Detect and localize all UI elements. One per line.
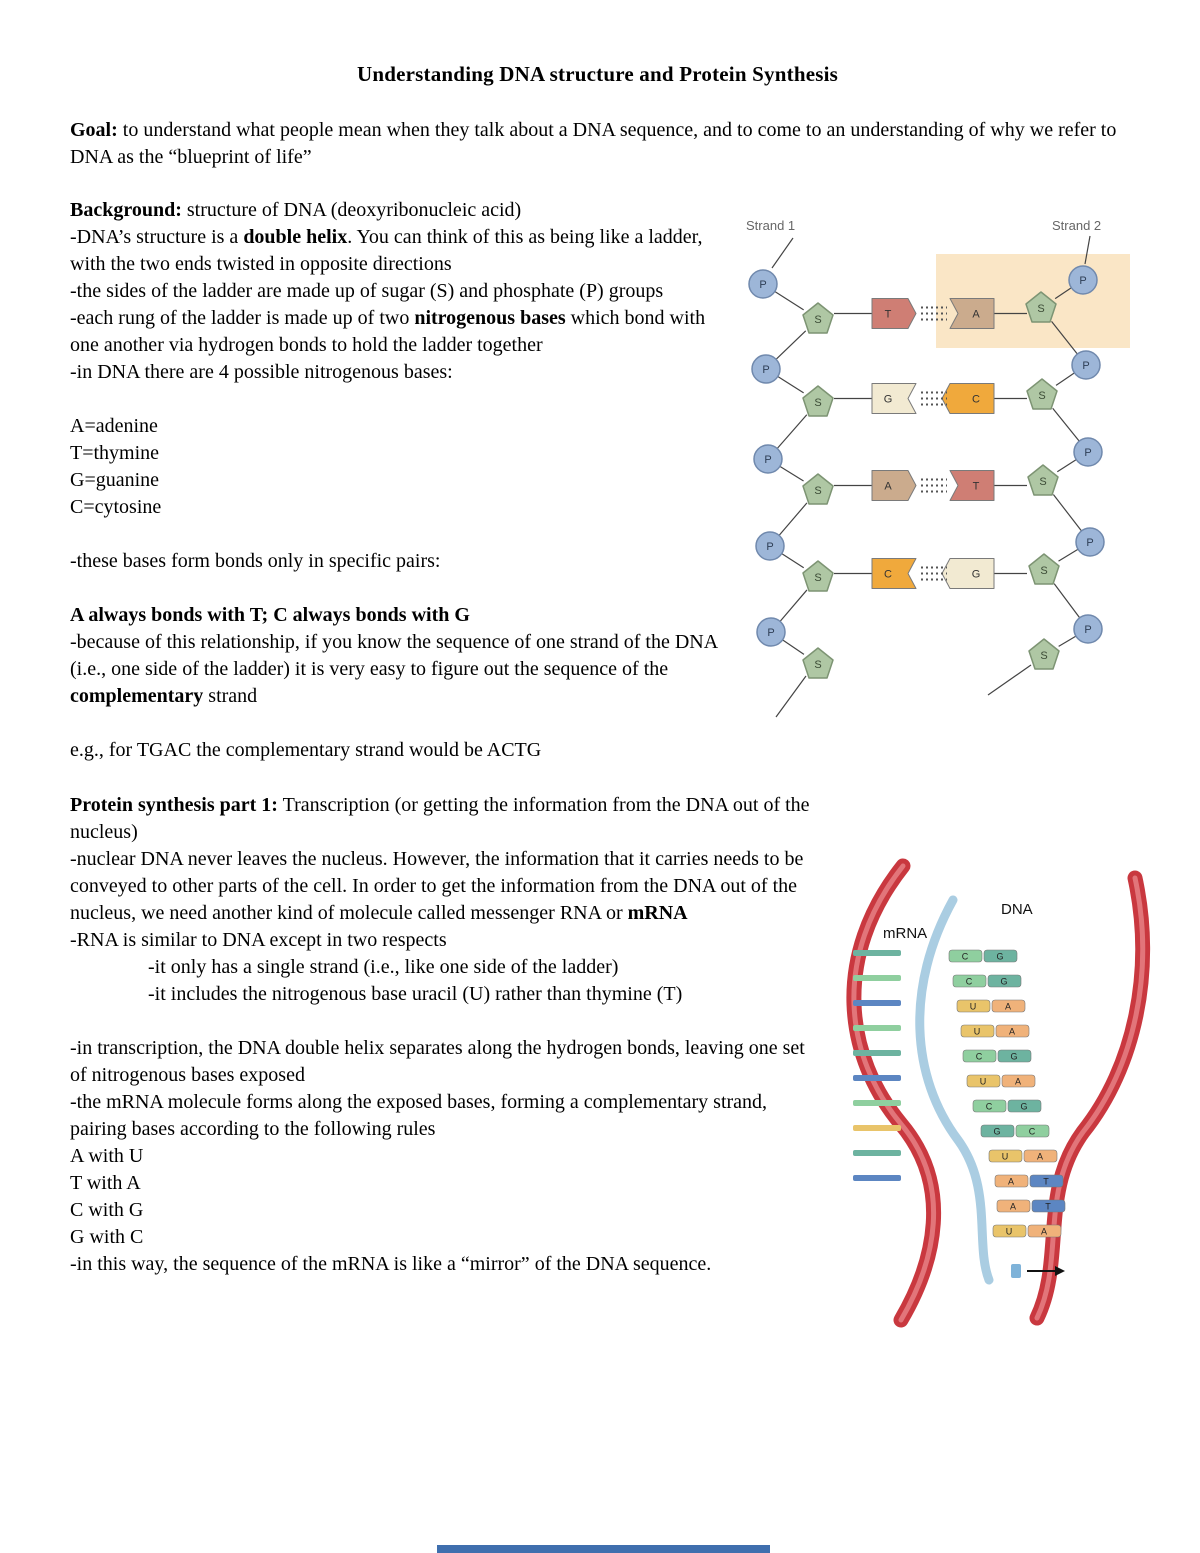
mrna-label: mRNA <box>883 925 928 942</box>
mrna-base-bar <box>853 1000 901 1006</box>
backbone-line <box>780 590 807 621</box>
base-letter-left: C <box>884 568 892 581</box>
base-pair-letter-right: T <box>1045 1201 1051 1212</box>
strand2-label: Strand 2 <box>1052 218 1102 233</box>
protein-p3: -in transcription, the DNA double helix separates along the hydrogen bonds, leaving one set of nitrogenous bases exposed <box>70 1037 805 1086</box>
base-pair-letter-right: A <box>1014 1076 1022 1087</box>
text-segment: -because of this relationship, if you know the sequence of one strand of the DNA (i.e., one side of the ladder) it is very easy to figure out the sequence of the <box>70 631 718 680</box>
backbone-line <box>782 554 804 568</box>
backbone-line <box>1057 460 1076 472</box>
background-p6 <box>70 629 722 710</box>
base-shape-left <box>872 471 916 501</box>
base-list <box>70 413 722 521</box>
backbone-line <box>1056 373 1074 386</box>
strand1-leader-line <box>772 238 793 268</box>
example-line: e.g., for TGAC the complementary strand would be ACTG <box>70 739 542 761</box>
protein-sub2: -it includes the nitrogenous base uracil (U) rather than thymine (T) <box>148 983 683 1005</box>
backbone-line <box>1059 549 1079 561</box>
background-label: Background: <box>70 199 182 221</box>
phosphate-letter: P <box>759 279 767 291</box>
dna-label: DNA <box>1001 901 1033 918</box>
mrna-base-bar <box>853 1100 901 1106</box>
phosphate-letter: P <box>1082 360 1090 372</box>
bold-term-complementary: complementary <box>70 685 204 707</box>
base-pair-letter-left: C <box>975 1051 983 1062</box>
backbone-line <box>775 292 804 310</box>
protein-synthesis-section <box>70 792 820 1278</box>
protein-p4: -the mRNA molecule forms along the exposed bases, forming a complementary strand, pairing bases according to the following rules <box>70 1091 768 1140</box>
transcription-svg <box>803 852 1163 1347</box>
dna-ladder-svg <box>738 212 1160 747</box>
transcription-diagram <box>803 852 1163 1347</box>
mrna-base-bar <box>853 950 901 956</box>
protein-p5: -in this way, the sequence of the mRNA is like a “mirror” of the DNA sequence. <box>70 1253 712 1275</box>
base-letter-right: G <box>971 568 981 581</box>
phosphate-letter: P <box>766 541 774 553</box>
base-pair-letter-right: C <box>1028 1126 1036 1137</box>
pairing-rule-bold: A always bonds with T; C always bonds with G <box>70 604 470 626</box>
background-p5: -these bases form bonds only in specific pairs: <box>70 550 441 572</box>
base-pair-letter-right: A <box>1036 1151 1044 1162</box>
pairing-rule-g-c: G with C <box>70 1226 144 1248</box>
pairing-rule-line <box>70 602 722 629</box>
phosphate-letter: P <box>1084 624 1092 636</box>
base-pair-letter-left: U <box>1001 1151 1009 1162</box>
pairing-rule-c-g: C with G <box>70 1199 144 1221</box>
text-segment: which bond with one another via hydrogen bonds to hold the ladder together <box>70 307 706 356</box>
base-pair-letter-left: C <box>965 976 973 987</box>
dna-ladder-diagram <box>738 212 1160 747</box>
base-pair-letter-right: A <box>1040 1226 1048 1237</box>
phosphate-letter: P <box>1086 537 1094 549</box>
mrna-base-bar <box>853 1125 901 1131</box>
base-letter-left: A <box>884 480 892 493</box>
protein-p2: -RNA is similar to DNA except in two respects <box>70 929 447 951</box>
base-item-cytosine: C=cytosine <box>70 496 162 518</box>
mrna-base-bar <box>853 1025 901 1031</box>
base-pair-letter-left: U <box>979 1076 987 1087</box>
sugar-letter: S <box>1039 476 1047 488</box>
dna-ribbon-highlight <box>1037 878 1143 1318</box>
phosphate-letter: P <box>1084 447 1092 459</box>
background-heading <box>70 197 722 224</box>
next-page-edge <box>437 1545 770 1553</box>
base-shape-right <box>942 559 994 589</box>
phosphate-letter: P <box>767 627 775 639</box>
text-segment: strand <box>203 685 258 707</box>
protein-intro: Transcription (or getting the information from the DNA out of the nucleus) <box>70 794 810 843</box>
phosphate-letter: P <box>764 454 772 466</box>
backbone-line <box>780 466 804 481</box>
base-pair-letter-right: A <box>1004 1001 1012 1012</box>
strand1-label: Strand 1 <box>746 218 796 233</box>
base-letter-left: T <box>884 308 892 321</box>
goal-text: to understand what people mean when they talk about a DNA sequence, and to come to an understanding of why we refer to DNA as the “blueprint of life” <box>70 119 1117 168</box>
background-p3 <box>70 305 722 359</box>
text-segment: . You can think of this as being like a ladder, with the two ends twisted in opposite directions <box>70 226 703 275</box>
sugar-letter: S <box>814 314 822 326</box>
base-pair-letter-right: G <box>996 951 1004 962</box>
base-pair-letter-right: T <box>1043 1176 1049 1187</box>
background-p2: -the sides of the ladder are made up of sugar (S) and phosphate (P) groups <box>70 280 664 302</box>
base-pair-letter-left: U <box>1005 1226 1013 1237</box>
sugar-letter: S <box>1040 565 1048 577</box>
protein-heading <box>70 792 820 846</box>
sugar-letter: S <box>1037 303 1045 315</box>
text-segment: -nuclear DNA never leaves the nucleus. However, the information that it carries needs to be conveyed to other parts of the cell. In order to get the information from the DNA out of the nucleus, we need another kind of molecule called messenger RNA or <box>70 848 804 924</box>
base-letter-right: C <box>972 393 980 406</box>
protein-sub1: -it only has a single strand (i.e., like one side of the ladder) <box>148 956 619 978</box>
base-pair-letter-left: A <box>1009 1201 1017 1212</box>
base-shape-left <box>872 384 916 414</box>
base-shape-left <box>872 559 916 589</box>
base-pair-letter-right: A <box>1008 1026 1016 1037</box>
mrna-base-bar <box>853 975 901 981</box>
protein-p1 <box>70 846 820 927</box>
base-pair-letter-left: G <box>993 1126 1001 1137</box>
page-title: Understanding DNA structure and Protein Synthesis <box>357 62 838 86</box>
backbone-line <box>783 640 804 655</box>
backbone-line <box>1054 584 1079 618</box>
backbone-line <box>778 377 804 393</box>
base-letter-right: A <box>972 308 980 321</box>
base-shape-right <box>942 384 994 414</box>
strand1-continuation-line <box>776 676 806 717</box>
base-pair-letter-left: C <box>985 1101 993 1112</box>
phosphate-letter: P <box>762 364 770 376</box>
backbone-line <box>777 415 807 449</box>
text-segment: -DNA’s structure is a <box>70 226 244 248</box>
base-pair-letter-left: C <box>961 951 969 962</box>
backbone-line <box>1059 636 1076 646</box>
pairing-rule-t-a: T with A <box>70 1172 141 1194</box>
pairing-rule-a-u: A with U <box>70 1145 144 1167</box>
mrna-base-bar <box>853 1175 901 1181</box>
sugar-letter: S <box>1038 390 1046 402</box>
direction-arrow-head <box>1055 1266 1065 1276</box>
goal-paragraph <box>70 117 1125 171</box>
backbone-line <box>1053 494 1081 530</box>
mrna-base-bar <box>853 1050 901 1056</box>
strand2-continuation-line <box>988 665 1031 695</box>
bold-term-nitrogenous-bases: nitrogenous bases <box>414 307 566 329</box>
base-item-guanine: G=guanine <box>70 469 160 491</box>
mrna-base-bar <box>853 1150 901 1156</box>
background-p1 <box>70 224 722 278</box>
backbone-line <box>779 503 807 535</box>
mrna-base-bar <box>853 1075 901 1081</box>
base-letter-left: G <box>883 393 893 406</box>
phosphate-letter: P <box>1079 275 1087 287</box>
text-segment: -each rung of the ladder is made up of two <box>70 307 415 329</box>
base-pair-letter-right: G <box>1020 1101 1028 1112</box>
base-pair-letter-right: G <box>1000 976 1008 987</box>
background-intro: structure of DNA (deoxyribonucleic acid) <box>181 199 522 221</box>
backbone-line <box>776 331 806 360</box>
background-section <box>70 197 722 764</box>
base-pair-letter-right: G <box>1010 1051 1018 1062</box>
bold-term-mrna: mRNA <box>627 902 688 924</box>
base-letter-right: T <box>972 480 980 493</box>
base-pair-letter-left: A <box>1007 1176 1015 1187</box>
sugar-letter: S <box>814 485 822 497</box>
base-item-adenine: A=adenine <box>70 415 158 437</box>
protein-label: Protein synthesis part 1: <box>70 794 278 816</box>
mrna-exit-chip <box>1011 1264 1021 1278</box>
background-p4: -in DNA there are 4 possible nitrogenous bases: <box>70 361 453 383</box>
sugar-letter: S <box>1040 650 1048 662</box>
backbone-line <box>1053 408 1080 441</box>
sugar-letter: S <box>814 397 822 409</box>
base-pair-letter-left: U <box>969 1001 977 1012</box>
base-shape-left <box>872 299 916 329</box>
base-item-thymine: T=thymine <box>70 442 160 464</box>
sugar-letter: S <box>814 572 822 584</box>
base-pair-letter-left: U <box>973 1026 981 1037</box>
bold-term-double-helix: double helix <box>243 226 348 248</box>
goal-label: Goal: <box>70 119 118 141</box>
sugar-letter: S <box>814 659 822 671</box>
